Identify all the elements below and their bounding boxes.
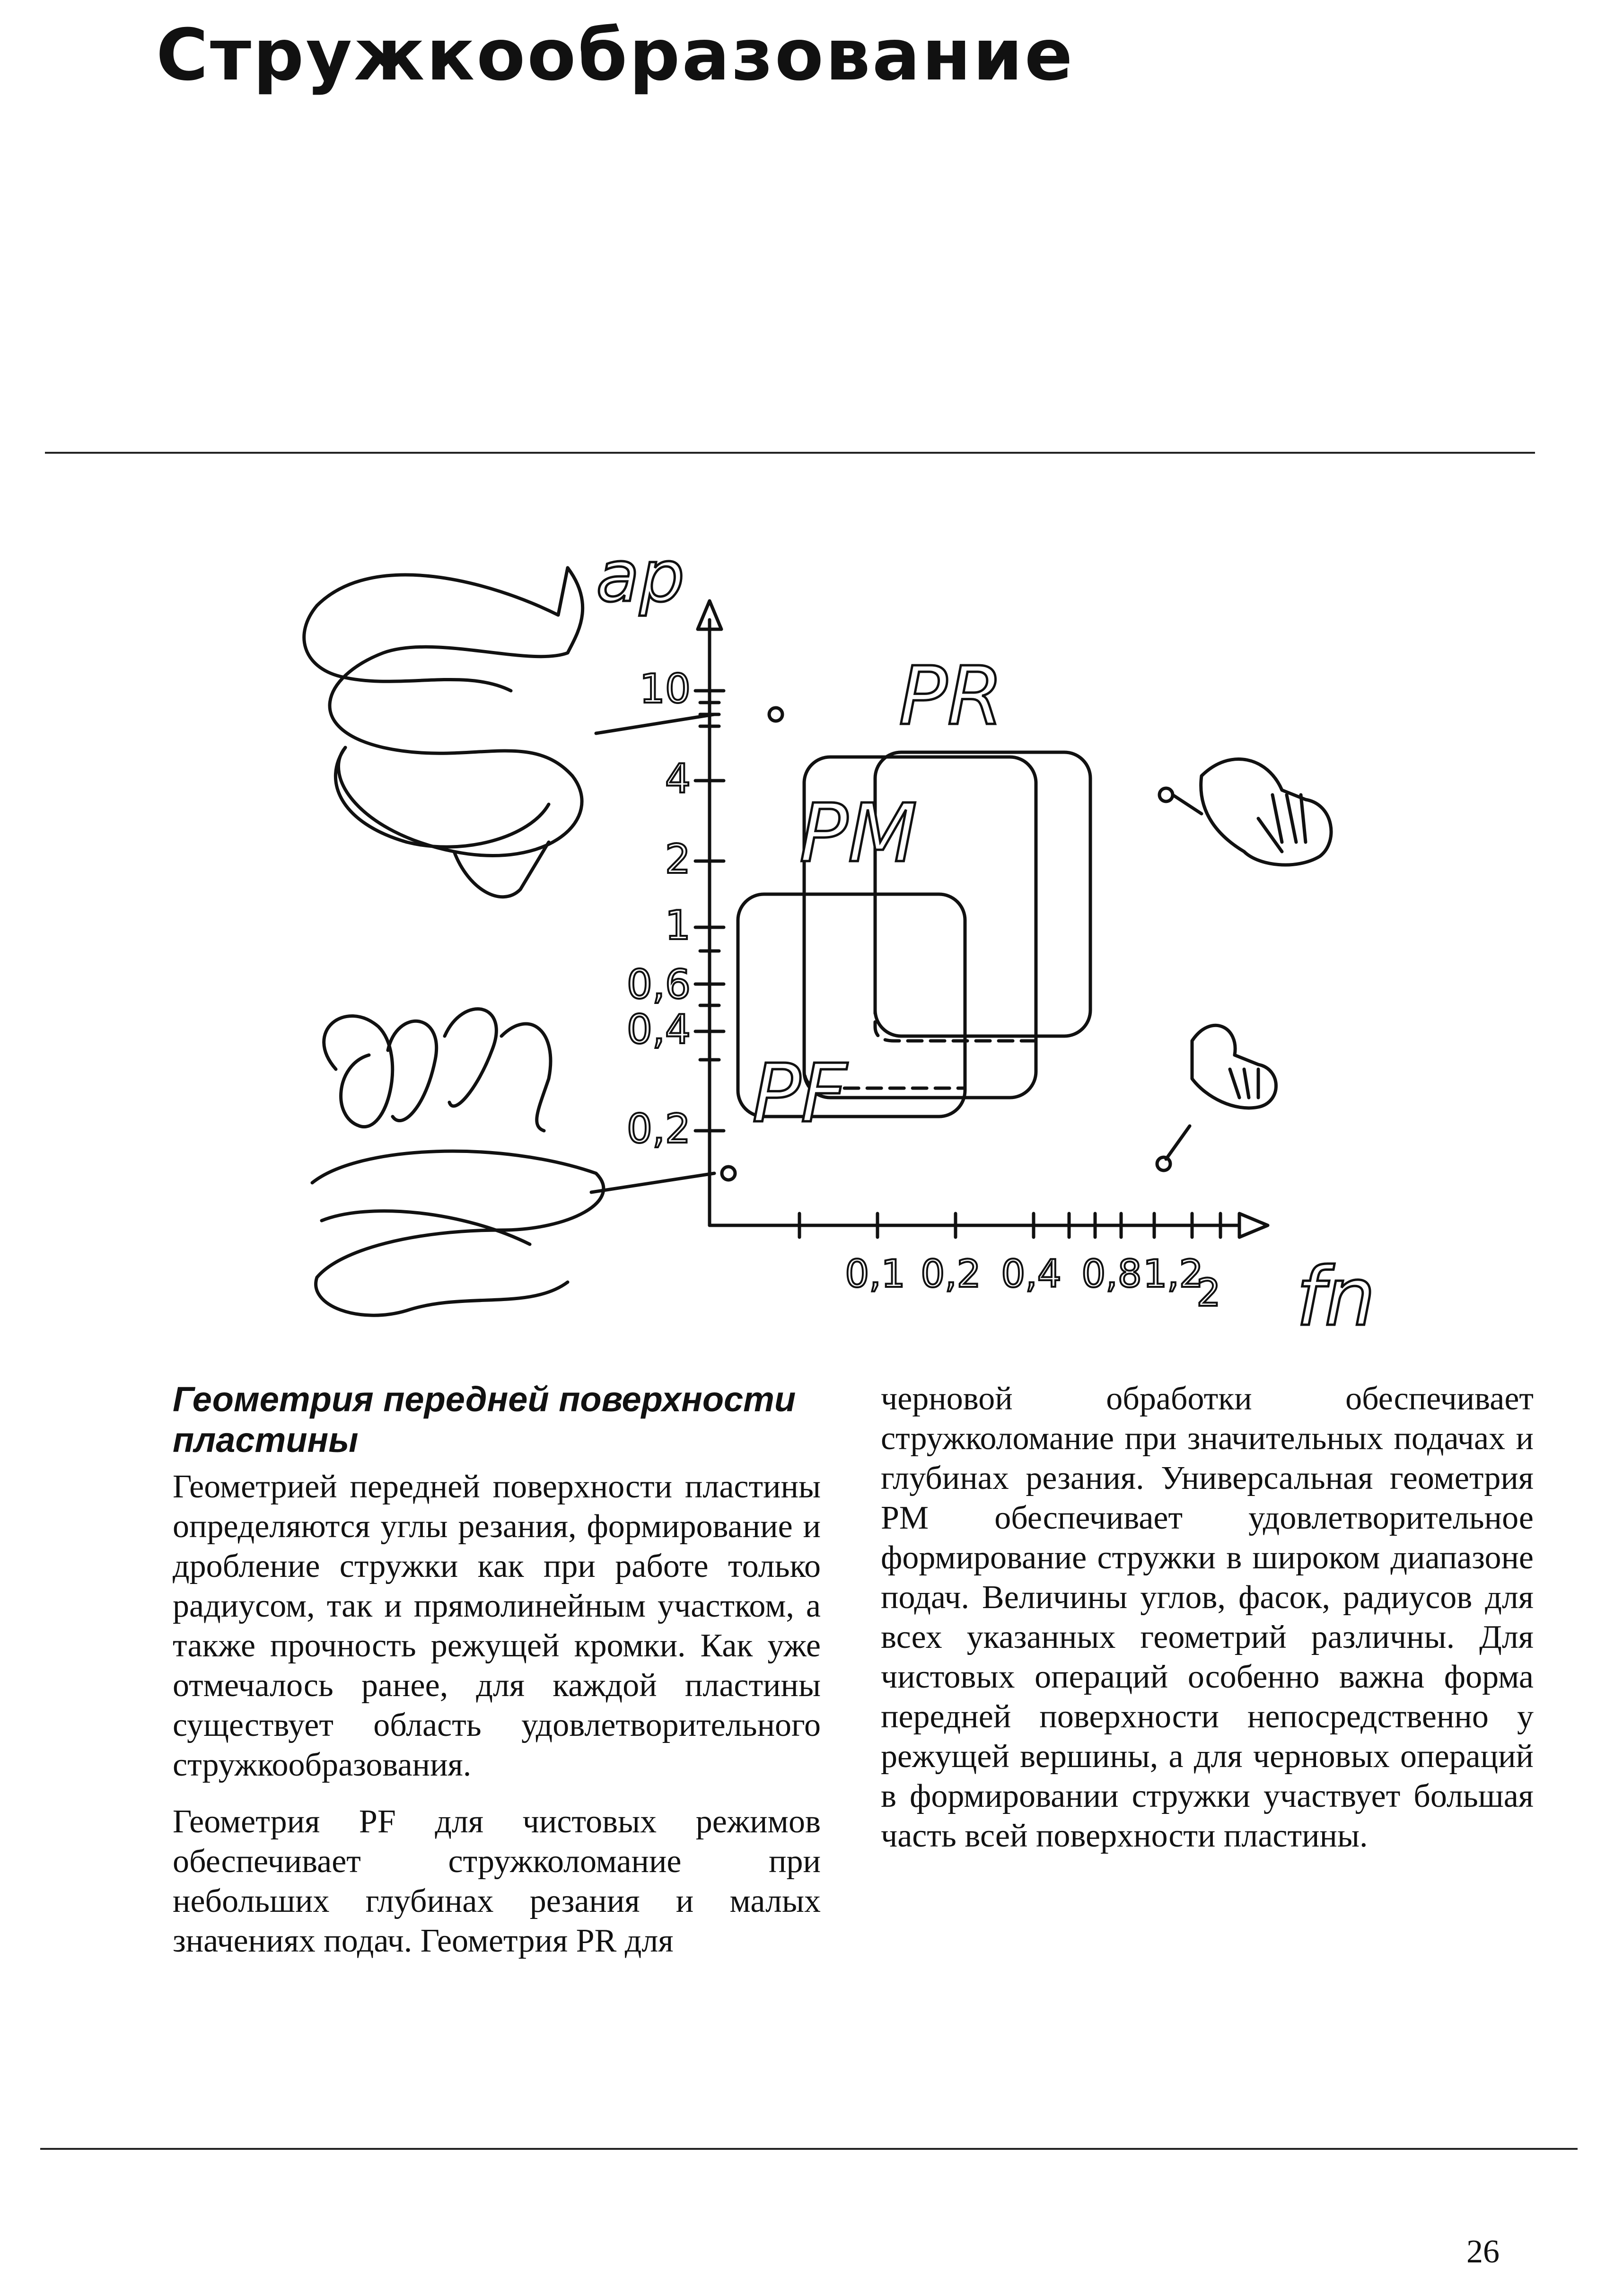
bottom-divider (40, 2148, 1578, 2150)
y-tick-label: 0,2 (626, 1106, 691, 1152)
leader-line-top (596, 714, 714, 733)
leader-dot-top (769, 708, 782, 721)
x-tick-label: 2 (1196, 1271, 1221, 1315)
leader-line-bottom (591, 1173, 714, 1192)
x-tick-label: 0,1 (845, 1252, 905, 1296)
x-axis-arrow (1239, 1214, 1268, 1237)
y-tick-label: 2 (665, 836, 691, 883)
article-left-column (173, 1379, 821, 1978)
region-label-pr: PR (899, 650, 1003, 743)
leader-dot-pr (1159, 788, 1173, 801)
leader-line-pf (1166, 1126, 1190, 1159)
leader-dot-pf (1157, 1157, 1170, 1170)
region-label-pm: PM (799, 787, 918, 880)
page-number: 26 (1466, 2234, 1500, 2270)
top-divider (45, 452, 1535, 454)
broken-chip-pr-illustration (1201, 759, 1331, 865)
leader-dot-bottom (722, 1167, 735, 1180)
section-heading: Геометрия передней поверхности пластины (173, 1380, 796, 1460)
tangled-chip-illustration (312, 1009, 604, 1316)
y-tick-label: 0,4 (626, 1006, 691, 1053)
leader-line-pr (1173, 795, 1202, 814)
x-tick-label: 1,2 (1143, 1252, 1203, 1296)
y-tick-label: 4 (665, 756, 691, 802)
broken-chip-pf-illustration (1192, 1025, 1276, 1108)
paragraph-2: черновой обработки обеспечивает стружколомание при значительных подачах и глубинах резания. Универсальная геометрия PM обеспечивает удовлетворительное формирование стружки в широком диапазоне подач. Величины углов, фасок, радиусов для всех указанных геометрий различны. Для чистовых операций особенно важна форма передней поверхности непосредственно у режущей вершины, а для черновых операций в формировании стружки участвует большая часть всей поверхности пластины. (881, 1381, 1534, 1854)
paragraph-1: Геометрией передней поверхности пластины определяются углы резания, формирование и дробление стружки как при работе только радиусом, так и прямолинейным участком, а также прочность режущей кромки. Как уже отмечалось ранее, для каждой пластины существует область удовлетворительного стружкообразования. (173, 1469, 821, 1783)
x-tick-label: 0,8 (1081, 1252, 1142, 1296)
y-tick-label: 10 (639, 666, 691, 713)
chipbreaking-diagram (265, 511, 1400, 1329)
y-axis-label: ap (596, 536, 685, 618)
page-title: Стружкообразование (156, 14, 1075, 97)
y-tick-label: 0,6 (626, 961, 691, 1008)
x-tick-label: 0,4 (1001, 1252, 1062, 1296)
y-tick-label: 1 (665, 902, 691, 949)
x-axis-label: fn (1296, 1250, 1376, 1329)
long-ribbon-chip-illustration (304, 568, 583, 897)
article-right-column (881, 1379, 1534, 1873)
paragraph-2-start: Геометрия PF для чистовых режимов обеспечивает стружколомание при небольших глубинах резания и малых значениях подач. Геометрия PR для (173, 1803, 821, 1959)
region-label-pf: PF (752, 1047, 847, 1141)
x-tick-label: 0,2 (921, 1252, 981, 1296)
